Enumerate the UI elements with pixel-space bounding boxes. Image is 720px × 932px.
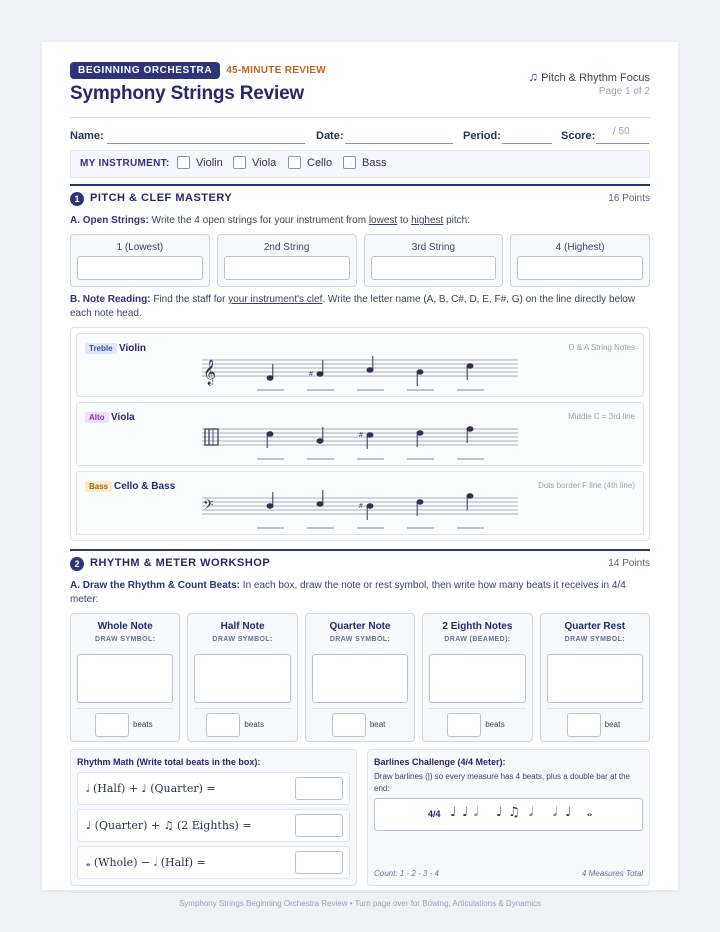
emphasis-lowest: lowest [368, 215, 398, 226]
draw-symbol-area[interactable] [194, 654, 290, 703]
divider [547, 708, 643, 709]
clef-badge: Bass [85, 481, 112, 492]
treble-staff [202, 350, 520, 394]
rhythm-card-title: Half Note [220, 621, 265, 632]
name-label: Name: [70, 130, 104, 142]
section-points: 16 Points [608, 193, 650, 204]
half-note-icon: 𝅗𝅥 [553, 805, 558, 820]
checkbox-viola[interactable] [233, 156, 276, 169]
rhythm-card-subtitle: DRAW SYMBOL: [212, 636, 273, 643]
student-info-row [70, 118, 650, 144]
bottom-row [70, 749, 650, 886]
half-note-icon: 𝅗𝅥 [474, 805, 479, 820]
open-strings-instructions [70, 214, 650, 228]
string-label: 4 (Highest) [555, 242, 605, 253]
instrument-selector [70, 150, 650, 178]
checkbox-label: Bass [362, 156, 387, 169]
instrument-label: MY INSTRUMENT: [80, 158, 170, 169]
barlines-title: Barlines Challenge (4/4 Meter): [374, 757, 506, 767]
divider [429, 708, 525, 709]
checkbox-cello[interactable] [288, 156, 332, 169]
string-label: 3rd String [411, 242, 456, 253]
quarter-note-icon: ♩ [565, 805, 572, 820]
rhythm-card-eighth-notes [422, 613, 532, 742]
beats-input[interactable] [447, 713, 481, 737]
rhythm-math-box [70, 749, 357, 886]
checkbox-icon[interactable] [343, 156, 356, 169]
svg-text:#: # [359, 503, 363, 510]
section-title: PITCH & CLEF MASTERY [90, 192, 233, 204]
draw-symbol-area[interactable] [547, 654, 643, 703]
focus-text: Pitch & Rhythm Focus [541, 72, 650, 84]
quarter-note-icon: ♩ [496, 805, 503, 820]
staff-card-treble [76, 333, 644, 397]
instruction-text: to [397, 215, 412, 226]
svg-text:#: # [359, 432, 363, 439]
music-note-icon: ♫ [528, 69, 539, 84]
string-answer-input[interactable] [77, 256, 203, 280]
rhythm-card-title: Whole Note [97, 621, 153, 632]
worksheet-page [42, 42, 678, 908]
rhythm-card-subtitle: DRAW SYMBOL: [94, 636, 156, 643]
rhythm-card-quarter-note [305, 613, 415, 742]
checkbox-label: Viola [252, 156, 277, 169]
rhythm-card-subtitle: DRAW SYMBOL: [564, 636, 626, 643]
score-field[interactable] [596, 143, 649, 144]
checkbox-icon[interactable] [233, 156, 246, 169]
staff-hint: Middle C = 3rd line [568, 412, 635, 421]
instruction-text: Write the 4 open strings for your instrument from [148, 215, 369, 226]
beats-unit: beats [244, 720, 264, 729]
divider [194, 708, 290, 709]
math-problem-1 [77, 772, 350, 805]
rhythm-card-subtitle: DRAW SYMBOL: [329, 636, 391, 643]
rhythm-card-title: Quarter Rest [564, 621, 626, 632]
name-field[interactable] [107, 143, 305, 144]
barlines-challenge-box [367, 749, 650, 886]
count-hint: Count: 1 - 2 - 3 - 4 [374, 869, 439, 878]
rhythm-card-whole-note [70, 613, 180, 742]
section-2-header [70, 549, 650, 577]
course-pill: BEGINNING ORCHESTRA [70, 62, 220, 79]
string-answer-input[interactable] [224, 256, 350, 280]
math-answer-input[interactable] [295, 777, 343, 800]
staff-instrument: Cello & Bass [114, 481, 176, 492]
svg-text:#: # [309, 371, 313, 378]
math-equation: ♩ (Quarter) + ♫ (2 Eighths) = [86, 819, 252, 832]
staff-hint: Dots border F line (4th line) [538, 481, 635, 490]
string-answer-input[interactable] [517, 256, 643, 280]
score-label: Score: [561, 130, 596, 142]
beats-unit: beats [485, 720, 505, 729]
focus-label [528, 69, 650, 84]
section-number: 1 [70, 192, 84, 206]
barlines-description: Draw barlines (|) so every measure has 4 beats, plus a double bar at the end: [374, 772, 630, 793]
instruction-text: In each box, draw the note or rest symbol, then write how many beats it receives in 4/4 meter: [70, 580, 626, 605]
beats-unit: beat [369, 720, 386, 729]
part-label: B. Note Reading: [70, 294, 151, 305]
period-label: Period: [463, 130, 501, 142]
section-points: 14 Points [608, 558, 650, 569]
instruction-text: Find the staff for [150, 294, 229, 305]
math-problem-2 [77, 809, 350, 842]
section-title: RHYTHM & METER WORKSHOP [90, 557, 271, 569]
clef-badge: Alto [85, 412, 109, 423]
date-label: Date: [316, 130, 344, 142]
math-equation: 𝅗𝅥 (Half) + ♩ (Quarter) = [86, 782, 216, 795]
string-label: 1 (Lowest) [116, 242, 164, 253]
draw-symbol-area[interactable] [77, 654, 173, 703]
string-answer-input[interactable] [371, 256, 497, 280]
period-field[interactable] [502, 143, 552, 144]
bass-clef-icon: 𝄢 [203, 497, 214, 516]
eighth-notes-icon: ♫ [508, 805, 520, 820]
rhythm-math-title: Rhythm Math (Write total beats in the box): [77, 757, 261, 767]
worksheet-content [70, 60, 650, 908]
quarter-note-icon: ♩ [462, 805, 469, 820]
review-tag: 45-MINUTE REVIEW [226, 65, 326, 76]
beats-unit: beat [604, 720, 621, 729]
date-field[interactable] [345, 143, 453, 144]
treble-clef-icon: 𝄞 [203, 360, 217, 385]
emphasis-clef: your instrument's clef [228, 294, 323, 305]
checkbox-violin[interactable] [177, 156, 223, 169]
rhythm-instructions [70, 579, 650, 607]
divider [77, 708, 173, 709]
half-note-icon: 𝅗𝅥 [529, 805, 534, 820]
checkbox-label: Cello [307, 156, 333, 169]
rhythm-sequence[interactable] [374, 798, 643, 831]
string-card-2 [217, 234, 357, 287]
math-answer-input[interactable] [295, 814, 343, 837]
staff-hint: D & A String Notes [568, 343, 635, 352]
quarter-note-icon: ♩ [450, 805, 457, 820]
page-number: Page 1 of 2 [598, 86, 650, 97]
alto-staff [202, 419, 520, 463]
staff-instrument: Violin [119, 343, 147, 354]
checkbox-label: Violin [196, 156, 223, 169]
staff-card-alto [76, 402, 644, 466]
staff-card-bass [76, 471, 644, 535]
checkbox-icon[interactable] [288, 156, 301, 169]
measures-total: 4 Measures Total [581, 869, 643, 878]
string-card-3 [364, 234, 504, 287]
rhythm-card-quarter-rest [540, 613, 650, 742]
string-card-4 [510, 234, 650, 287]
rhythm-card-title: 2 Eighth Notes [442, 621, 513, 632]
page-footer: Symphony Strings Beginning Orchestra Review • Turn page over for Bowing, Articulations & Dynamics [70, 892, 650, 908]
beats-input[interactable] [332, 713, 366, 737]
divider [312, 708, 408, 709]
score-max: / 50 [613, 126, 630, 137]
beats-input[interactable] [567, 713, 601, 737]
part-label: A. Draw the Rhythm & Count Beats: [70, 580, 241, 591]
emphasis-highest: highest [411, 215, 444, 226]
math-equation: 𝅝 (Whole) − 𝅗𝅥 (Half) = [86, 856, 206, 869]
header [70, 60, 650, 110]
rhythm-cards-row [70, 613, 650, 742]
string-label: 2nd String [263, 242, 310, 253]
time-signature: 4/4 [428, 809, 441, 819]
draw-symbol-area[interactable] [312, 654, 408, 703]
header-right [528, 69, 650, 97]
string-card-1 [70, 234, 210, 287]
section-number: 2 [70, 557, 84, 571]
math-problem-3 [77, 846, 350, 879]
staff-list [70, 327, 650, 541]
checkbox-bass[interactable] [343, 156, 386, 169]
open-strings-row [70, 234, 650, 287]
staff-instrument: Viola [111, 412, 135, 423]
beats-unit: beats [133, 720, 153, 729]
whole-note-icon: 𝅝 [587, 805, 593, 820]
instruction-text: . Write the letter name (A, B, C#, D, E, F#, G) on the line directly below each note head. [70, 294, 636, 319]
rhythm-card-title: Quarter Note [329, 621, 391, 632]
page-title: Symphony Strings Review [70, 83, 305, 104]
rhythm-card-subtitle: DRAW (BEAMED): [444, 636, 511, 643]
math-answer-input[interactable] [295, 851, 343, 874]
rhythm-card-half-note [187, 613, 297, 742]
note-reading-instructions [70, 293, 650, 321]
checkbox-icon[interactable] [177, 156, 190, 169]
beats-input[interactable] [95, 713, 129, 737]
section-1-header [70, 184, 650, 212]
beats-input[interactable] [206, 713, 240, 737]
bass-staff [202, 488, 520, 532]
instruction-text: pitch: [443, 215, 471, 226]
clef-badge: Treble [85, 343, 117, 354]
draw-symbol-area[interactable] [429, 654, 525, 703]
part-label: A. Open Strings: [70, 215, 149, 226]
